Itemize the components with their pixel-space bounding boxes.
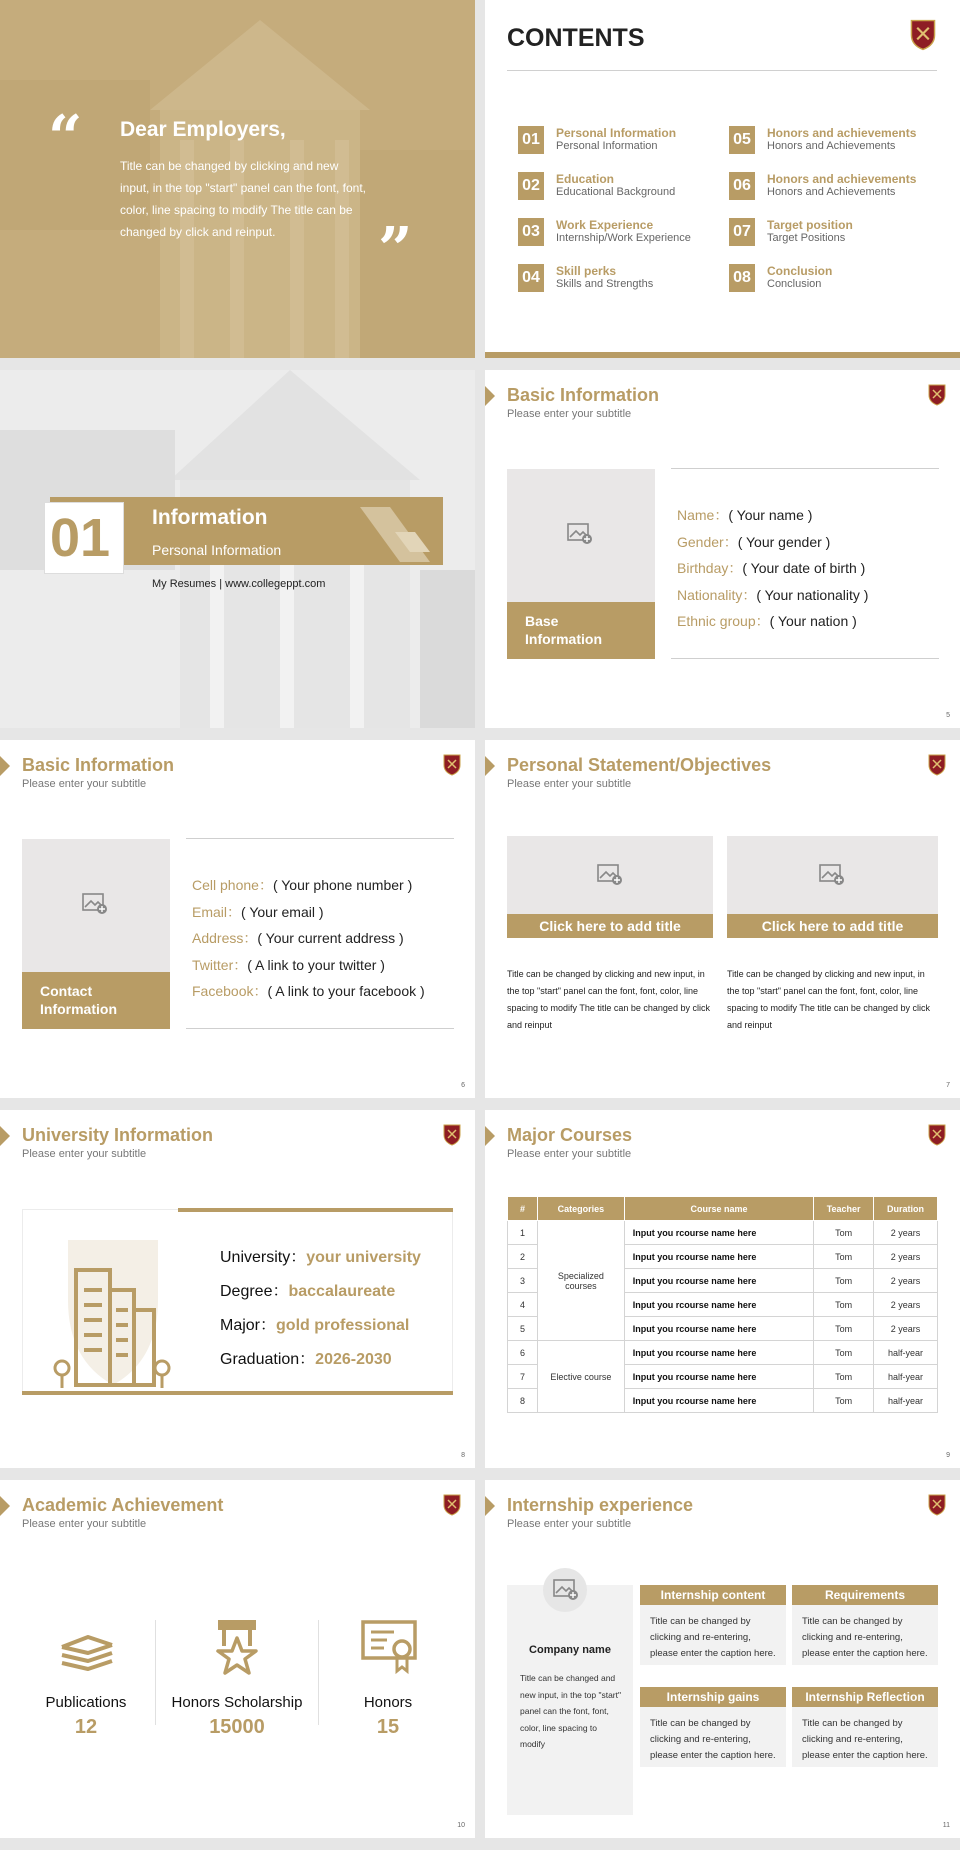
field-key: Email： [192,903,242,920]
slide-academic-achievement [0,1480,475,1838]
title-marker [485,756,495,776]
section-caption: My Resumes | www.collegeppt.com [152,578,326,590]
col-duration: Duration [874,1197,938,1221]
university-field [220,1312,409,1335]
col-course-name: Course name [624,1197,813,1221]
head-internship-content: Internship content [640,1585,786,1605]
page-number: 9 [946,1452,950,1459]
slide-basic-info [485,370,960,728]
slide-contact-info [0,740,475,1098]
field-key: Graduation： [220,1351,316,1368]
university-crest-icon [443,1124,461,1146]
duration: half-year [874,1389,938,1413]
slide-subtitle: Please enter your subtitle [22,1518,147,1530]
books-icon [58,1623,114,1673]
contents-item-number: 02 [518,172,544,200]
contents-item-subtitle: Honors and Achievements [767,140,896,152]
col-categories: Categories [537,1197,624,1221]
field-key: Birthday： [677,560,743,576]
row-number: 2 [508,1245,538,1269]
info-field [677,558,865,578]
card-text-left: Title can be changed by clicking and new input, in the top "start" panel can the font, font, color, line spacing to modify The title can be changed by click and reinput [507,969,710,1030]
slide-subtitle: Please enter your subtitle [22,778,147,790]
title-marker [0,1126,10,1146]
title-marker [485,1126,495,1146]
teacher: Tom [814,1293,874,1317]
card-top-bar [178,1208,453,1212]
field-value: ( Your name ) [728,507,813,523]
contents-item-title: Personal Information [556,126,677,140]
university-crest-icon [928,1124,946,1146]
row-number: 5 [508,1317,538,1341]
page-number: 8 [461,1452,465,1459]
field-value: ( Your email ) [241,903,324,920]
open-quote-mark: “ [48,103,83,173]
slide-subtitle: Please enter your subtitle [507,778,632,790]
contents-item-title: Honors and achievements [767,172,917,186]
page-number: 11 [942,1822,950,1829]
field-key: Address： [192,930,258,946]
contents-item[interactable] [729,264,939,294]
photo-placeholder[interactable] [507,469,655,602]
course-name: Input you rcourse name here [624,1293,813,1317]
contents-bottom-bar [485,352,960,358]
field-value: your university [306,1249,421,1266]
contents-item-subtitle: Personal Information [556,140,658,152]
title-marker [485,386,495,406]
table-header [508,1197,938,1221]
col-number: # [508,1197,538,1221]
row-number: 4 [508,1293,538,1317]
teacher: Tom [814,1269,874,1293]
slide-title: Personal Statement/Objectives [507,755,772,775]
row-number: 3 [508,1269,538,1293]
text-internship-content: Title can be changed by clicking and re-entering, please enter the caption here. [650,1616,776,1659]
duration: half-year [874,1365,938,1389]
head-internship-reflection: Internship Reflection [792,1687,938,1707]
course-name: Input you rcourse name here [624,1365,813,1389]
slide-title: University Information [22,1125,214,1145]
field-value: baccalaureate [288,1283,396,1300]
field-key: Degree： [220,1283,289,1300]
teacher: Tom [814,1245,874,1269]
page-number: 7 [946,1082,950,1089]
table-body [508,1221,938,1413]
course-name: Input you rcourse name here [624,1245,813,1269]
divider-bottom [671,658,939,659]
contents-item-title: Honors and achievements [767,126,917,140]
achievement-label: Honors [363,1694,413,1711]
field-value: ( A link to your twitter ) [247,956,385,973]
field-value: ( Your current address ) [257,930,404,946]
section-subtitle: Personal Information [152,542,282,558]
row-number: 8 [508,1389,538,1413]
title-marker [485,1496,495,1516]
contents-item-number: 06 [729,172,755,200]
contents-item[interactable] [729,126,939,156]
slide-title: Academic Achievement [22,1495,224,1515]
info-field [677,505,812,525]
achievement-value: 15000 [209,1716,265,1738]
text-internship-gains: Title can be changed by clicking and re-entering, please enter the caption here. [650,1718,776,1761]
field-value: ( Your gender ) [737,533,831,550]
contents-item-title: Skill perks [556,264,617,278]
field-key: Gender： [677,533,738,550]
field-key: University： [220,1249,307,1266]
university-crest-icon [928,384,946,406]
duration: half-year [874,1341,938,1365]
slide-personal-statement [485,740,960,1098]
head-internship-gains: Internship gains [640,1687,786,1707]
slide-title: Internship experience [507,1495,694,1515]
slide-subtitle: Please enter your subtitle [507,1518,632,1530]
slide-subtitle: Please enter your subtitle [507,1148,632,1160]
slide-subtitle: Please enter your subtitle [507,408,632,420]
image-add-icon [82,893,108,915]
head-requirements: Requirements [792,1585,938,1605]
page-number: 10 [457,1822,465,1829]
contents-item-subtitle: Internship/Work Experience [556,232,691,244]
field-key: Ethnic group： [677,613,770,629]
university-crest-icon [443,754,461,776]
contents-item[interactable] [518,172,728,202]
divider-top [671,468,939,469]
contents-divider [507,70,937,71]
company-photo-circle[interactable] [543,1568,587,1612]
teacher: Tom [814,1317,874,1341]
university-crest-icon [928,754,946,776]
close-quote-mark: ” [378,215,413,285]
field-key: Cell phone： [192,877,273,893]
info-field [192,902,324,922]
achievement-value: 15 [376,1716,400,1738]
contents-item-title: Education [556,172,615,186]
buildings-icon [48,1230,178,1390]
contents-item[interactable] [729,218,939,248]
info-field [192,928,404,948]
field-value: ( Your nationality ) [756,586,869,603]
contents-item-subtitle: Conclusion [767,278,822,290]
duration: 2 years [874,1221,938,1245]
field-value: ( A link to your facebook ) [267,983,425,999]
university-field [220,1346,392,1369]
teacher: Tom [814,1341,874,1365]
field-value: ( Your date of birth ) [742,560,866,576]
divider-top [186,838,454,839]
slide-title: Basic Information [22,755,175,775]
achievement-label: Honors Scholarship [171,1694,303,1711]
card-bottom-bar [22,1391,453,1395]
contents-title: CONTENTS [507,24,645,52]
contents-item-subtitle: Educational Background [556,186,676,198]
card-title-left[interactable]: Click here to add title [507,914,713,938]
field-key: Facebook： [192,983,268,999]
contents-item[interactable] [518,218,728,248]
info-field [677,585,868,605]
title-marker [0,1496,10,1516]
slide-cover [0,0,475,358]
card-text-right: Title can be changed by clicking and new input, in the top "start" panel can the font, font, color, line spacing to modify The title can be changed by click and reinput [727,969,930,1030]
page-number: 5 [946,712,950,719]
contents-item-title: Conclusion [767,264,833,278]
base-info-label: Base Information [507,602,655,659]
courses-table [507,1196,938,1413]
contents-item[interactable] [518,264,728,294]
diagonal-stripes-decoration [360,507,440,562]
category-cell: Specialized courses [537,1221,624,1341]
certificate-icon [360,1619,418,1675]
contents-item[interactable] [729,172,939,202]
course-name: Input you rcourse name here [624,1389,813,1413]
image-add-icon [597,864,623,886]
col-teacher: Teacher [814,1197,874,1221]
slide-internship [485,1480,960,1838]
university-crest-icon [910,18,936,52]
contents-item-subtitle: Skills and Strengths [556,278,654,290]
field-value: ( Your phone number ) [272,877,413,893]
contents-item-subtitle: Target Positions [767,232,846,244]
contents-item-subtitle: Honors and Achievements [767,186,896,198]
row-number: 6 [508,1341,538,1365]
contents-item-number: 01 [518,126,544,154]
photo-placeholder-left[interactable] [507,836,713,914]
course-name: Input you rcourse name here [624,1221,813,1245]
contents-item-number: 03 [518,218,544,246]
photo-placeholder-right[interactable] [727,836,938,914]
greeting-body: Title can be changed by clicking and new input, in the top "start" panel can the font, font, color, line spacing to modify The title can be changed by click and reinput. [120,159,367,239]
field-value: ( Your nation ) [769,613,857,629]
company-name: Company name [529,1644,611,1656]
table-row [508,1221,938,1245]
page-number: 6 [461,1082,465,1089]
field-key: Name： [677,507,729,523]
table-row [508,1341,938,1365]
image-add-icon [553,1579,579,1601]
info-field [677,532,830,552]
field-key: Twitter： [192,956,248,973]
divider-bottom [186,1028,454,1029]
slide-section [0,370,475,728]
image-add-icon [567,523,593,545]
field-key: Nationality： [677,586,757,603]
image-add-icon [819,864,845,886]
contents-item-number: 05 [729,126,755,154]
slide-contents [485,0,960,358]
duration: 2 years [874,1245,938,1269]
text-requirements: Title can be changed by clicking and re-entering, please enter the caption here. [802,1616,928,1659]
teacher: Tom [814,1389,874,1413]
category-cell: Elective course [537,1341,624,1413]
teacher: Tom [814,1365,874,1389]
duration: 2 years [874,1269,938,1293]
slide-subtitle: Please enter your subtitle [22,1148,147,1160]
contents-item[interactable] [518,126,728,156]
photo-placeholder[interactable] [22,839,170,972]
contents-item-title: Work Experience [556,218,654,232]
field-value: gold professional [276,1317,410,1334]
contents-item-number: 08 [729,264,755,292]
medal-icon [214,1618,260,1676]
contact-info-label: Contact Information [22,972,170,1029]
slide-major-courses [485,1110,960,1468]
contents-item-number: 07 [729,218,755,246]
info-field [192,955,385,975]
contents-item-number: 04 [518,264,544,292]
course-name: Input you rcourse name here [624,1341,813,1365]
teacher: Tom [814,1221,874,1245]
section-number: 01 [50,508,111,568]
university-field [220,1278,395,1301]
section-title: Information [152,506,268,529]
course-name: Input you rcourse name here [624,1269,813,1293]
duration: 2 years [874,1317,938,1341]
company-text: Title can be changed and new input, in the top "start" panel can the font, font, color, line spacing to modify [520,1673,622,1749]
slide-university-info [0,1110,475,1468]
text-internship-reflection: Title can be changed by clicking and re-entering, please enter the caption here. [802,1718,928,1761]
card-title-right[interactable]: Click here to add title [727,914,938,938]
contents-item-title: Target position [767,218,853,232]
row-number: 1 [508,1221,538,1245]
achievement-label: Publications [45,1694,127,1711]
title-marker [0,756,10,776]
info-field [192,981,425,1001]
slide-title: Major Courses [507,1125,633,1145]
info-field [192,875,412,895]
university-crest-icon [443,1494,461,1516]
field-value: 2026-2030 [315,1351,392,1368]
achievement-value: 12 [74,1716,98,1738]
university-field [220,1244,421,1267]
course-name: Input you rcourse name here [624,1317,813,1341]
university-crest-icon [928,1494,946,1516]
greeting-title: Dear Employers, [120,118,286,141]
field-key: Major： [220,1317,277,1334]
info-field [677,611,857,631]
slide-title: Basic Information [507,385,660,405]
duration: 2 years [874,1293,938,1317]
row-number: 7 [508,1365,538,1389]
